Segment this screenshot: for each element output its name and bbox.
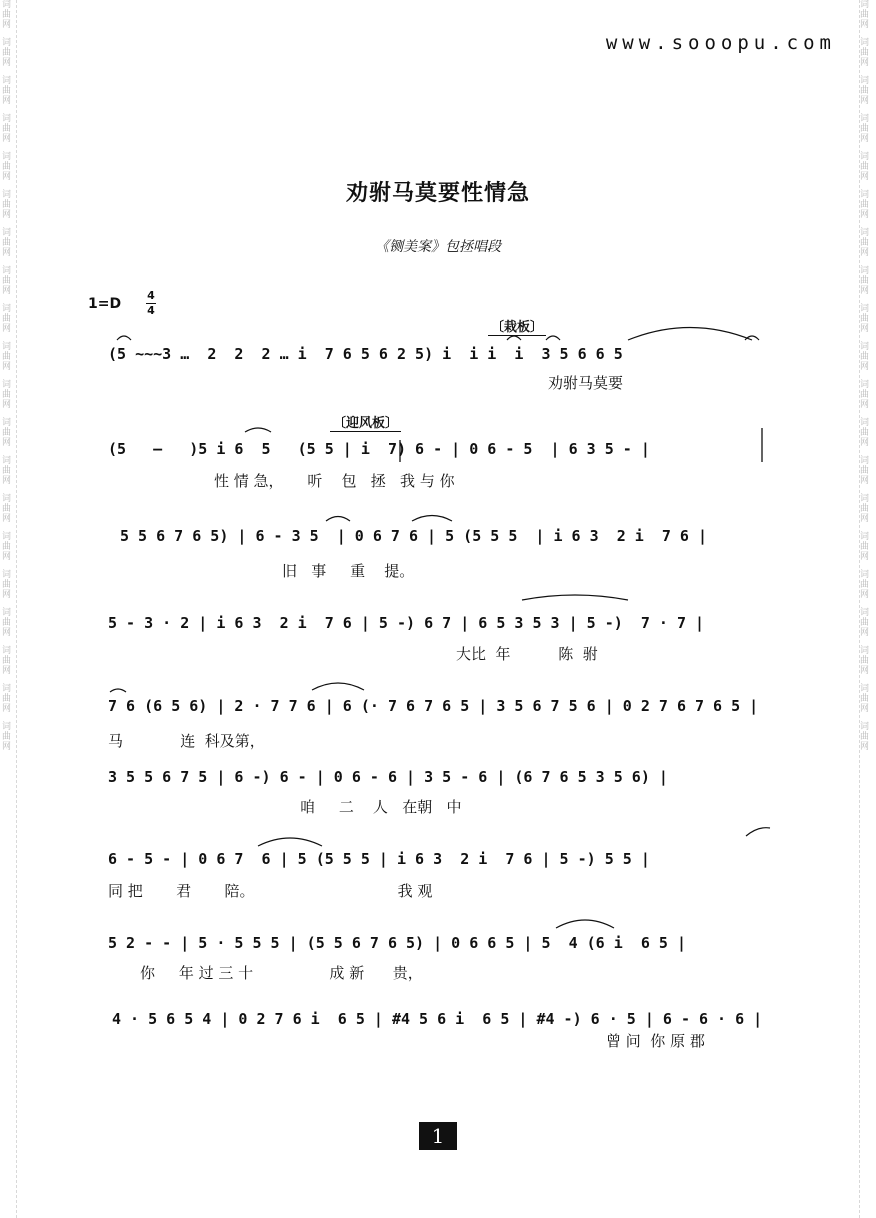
time-signature-bottom: 4 [147,304,155,317]
watermark-text: 词曲网 [860,532,870,562]
watermark-text: 词曲网 [2,0,12,30]
watermark-text: 词曲网 [2,722,12,752]
watermark-text: 词曲网 [2,76,12,106]
slur-mark [312,683,364,690]
staff-line-7-notes: 6 - 5 - | 0 6 7 6 | 5 (5 5 5 | i 6 3 2 i 7 6 | 5 -) 5 5 | [108,850,650,868]
staff-line-9-lyrics: 曾 问 你 原 郡 [606,1032,705,1050]
page-number: 1 [419,1122,457,1150]
watermark-text: 词曲网 [860,418,870,448]
staff-line-4-notes: 5 - 3 · 2 | i 6 3 2 i 7 6 | 5 -) 6 7 | 6 5 3 5 3 | 5 -) 7 · 7 | [108,614,705,632]
slur-mark [245,428,271,432]
watermark-text: 词曲网 [2,342,12,372]
watermark-text: 词曲网 [860,646,870,676]
watermark-text: 词曲网 [860,0,870,30]
staff-line-1-notes: (5 ~~~3 … 2 2 2 … i 7 6 5 6 2 5) i i i i 3 5 6 6 5 [108,345,623,363]
watermark-text: 词曲网 [860,114,870,144]
watermark-text: 词曲网 [2,380,12,410]
watermark-text: 词曲网 [2,114,12,144]
site-url[interactable]: www.sooopu.com [605,32,836,54]
slur-mark [258,838,322,846]
watermark-text: 词曲网 [2,38,12,68]
watermark-text: 词曲网 [860,494,870,524]
staff-line-8-notes: 5 2 - - | 5 · 5 5 5 | (5 5 6 7 6 5) | 0 6 6 5 | 5 4 (6 i 6 5 | [108,934,686,952]
watermark-text: 词曲网 [860,456,870,486]
staff-line-2-lyrics: 性 情 急， 听 包 拯 我 与 你 [214,472,455,490]
slur-mark [746,828,770,836]
staff-line-6-notes: 3 5 5 6 7 5 | 6 -) 6 - | 0 6 - 6 | 3 5 - 6 | (6 7 6 5 3 5 6) | [108,768,668,786]
watermark-text: 词曲网 [860,722,870,752]
watermark-text: 词曲网 [860,76,870,106]
song-title: 劝驸马莫要性情急 [345,181,530,206]
slur-mark [522,595,628,600]
slur-mark [326,517,350,522]
watermark-text: 词曲网 [860,228,870,258]
staff-line-5-notes: 7 6 (6 5 6) | 2 · 7 7 6 | 6 (· 7 6 7 6 5 | 3 5 6 7 5 6 | 0 2 7 6 7 6 5 | [108,697,759,715]
slur-mark [556,920,614,928]
watermark-text: 词曲网 [2,304,12,334]
staff-line-7-lyrics: 同 把 君 陪。 我 观 [108,882,433,900]
staff-line-2-notes: (5 — )5 i 6 5 (5 5 | i 7) 6 - | 0 6 - 5 | 6 3 5 - | [108,440,650,458]
watermark-text: 词曲网 [860,304,870,334]
watermark-text: 词曲网 [2,456,12,486]
slur-mark [628,328,752,341]
watermark-text: 词曲网 [2,266,12,296]
watermark-text: 词曲网 [860,608,870,638]
watermark-text: 词曲网 [860,152,870,182]
watermark-text: 词曲网 [860,190,870,220]
watermark-text: 词曲网 [860,38,870,68]
song-subtitle: 《铡美案》包拯唱段 [375,239,501,255]
key-signature: 1=D [88,296,122,312]
tempo-mark-yingfengban: 〔迎风板〕 [330,412,401,432]
watermark-text: 词曲网 [2,228,12,258]
watermark-text: 词曲网 [2,646,12,676]
staff-line-4-lyrics: 大比 年 陈 驸 [456,645,598,663]
staff-line-6-lyrics: 咱 二 人 在朝 中 [300,798,462,816]
tempo-mark-zaiban: 〔栽板〕 [488,316,546,336]
watermark-text: 词曲网 [2,190,12,220]
staff-line-1-lyrics: 劝驸马莫要 [548,374,624,392]
staff-line-3-lyrics: 旧 事 重 提。 [282,562,415,580]
watermark-text: 词曲网 [860,342,870,372]
watermark-text: 词曲网 [2,570,12,600]
watermark-text: 词曲网 [2,494,12,524]
watermark-text: 词曲网 [2,532,12,562]
watermark-text: 词曲网 [860,684,870,714]
staff-line-3-notes: 5 5 6 7 6 5) | 6 - 3 5 | 0 6 7 6 | 5 (5 5 5 | i 6 3 2 i 7 6 | [120,527,707,545]
staff-line-8-lyrics: 你 年 过 三 十 成 新 贵， [140,964,423,982]
watermark-text: 词曲网 [2,152,12,182]
slur-mark [412,516,452,522]
watermark-text: 词曲网 [860,570,870,600]
fermata-mark [546,336,560,340]
watermark-text: 词曲网 [2,418,12,448]
fermata-mark [117,336,131,340]
watermark-text: 词曲网 [860,266,870,296]
time-signature-top: 4 [147,289,155,302]
staff-line-9-notes: 4 · 5 6 5 4 | 0 2 7 6 i 6 5 | #4 5 6 i 6 5 | #4 -) 6 · 5 | 6 - 6 · 6 | [112,1010,763,1028]
slur-mark [110,689,126,692]
staff-line-5-lyrics: 马 连 科及第， [108,732,265,750]
watermark-text: 词曲网 [2,608,12,638]
watermark-text: 词曲网 [860,380,870,410]
watermark-text: 词曲网 [2,684,12,714]
fermata-mark [507,336,521,340]
